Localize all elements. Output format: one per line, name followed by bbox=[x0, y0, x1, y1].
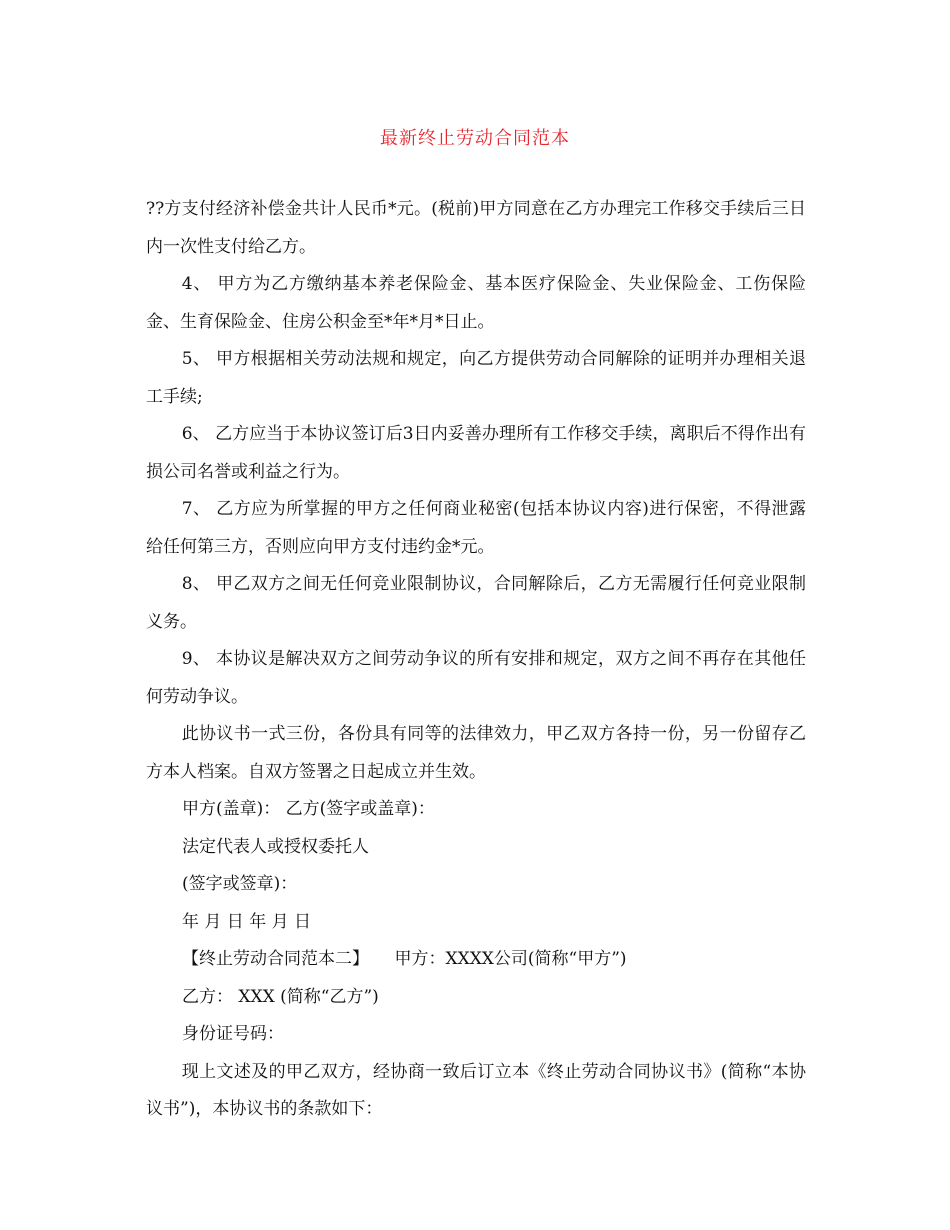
party-b-line: 乙方： XXX (简称“乙方”) bbox=[182, 986, 379, 1007]
signature-representative: 法定代表人或授权委托人 bbox=[182, 836, 369, 857]
paragraph-copies: 此协议书一式三份，各份具有同等的法律效力，甲乙双方各持一份，另一份留存乙方本人档案。自双方签署之日起成立并生效。 bbox=[146, 724, 806, 782]
signature-sign: (签字或签章)： bbox=[182, 874, 298, 894]
signature-parties: 甲方(盖章)： 乙方(签字或盖章)： bbox=[182, 799, 435, 819]
paragraph-clause-8: 8、 甲乙双方之间无任何竞业限制协议，合同解除后，乙方无需履行任何竞业限制义务。 bbox=[146, 574, 806, 632]
template-two-heading: 【终止劳动合同范本二】 甲方：XXXX公司(简称“甲方”) bbox=[182, 949, 627, 969]
id-number-line: 身份证号码： bbox=[182, 1024, 284, 1044]
paragraph-clause-5: 5、 甲方根据相关劳动法规和规定，向乙方提供劳动合同解除的证明并办理相关退工手续; bbox=[146, 349, 806, 407]
document-title: 最新终止劳动合同范本 bbox=[380, 128, 570, 149]
signature-dates: 年 月 日 年 月 日 bbox=[182, 911, 312, 932]
paragraph-clause-7: 7、 乙方应为所掌握的甲方之任何商业秘密(包括本协议内容)进行保密，不得泄露给任何第三方，否则应向甲方支付违约金*元。 bbox=[146, 499, 806, 557]
paragraph-compensation: ??方支付经济补偿金共计人民币*元。(税前)甲方同意在乙方办理完工作移交手续后三日内一次性支付给乙方。 bbox=[146, 199, 806, 257]
paragraph-clause-6: 6、 乙方应当于本协议签订后3日内妥善办理所有工作移交手续，离职后不得作出有损公司名誉或利益之行为。 bbox=[146, 424, 806, 482]
paragraph-clause-9: 9、 本协议是解决双方之间劳动争议的所有安排和规定，双方之间不再存在其他任何劳动争议。 bbox=[146, 649, 806, 707]
document-body bbox=[146, 191, 806, 1129]
paragraph-intro: 现上文述及的甲乙双方，经协商一致后订立本《终止劳动合同协议书》(简称“本协议书”)，本协议书的条款如下： bbox=[146, 1061, 806, 1119]
paragraph-clause-4: 4、 甲方为乙方缴纳基本养老保险金、基本医疗保险金、失业保险金、工伤保险金、生育保险金、住房公积金至*年*月*日止。 bbox=[146, 274, 806, 332]
